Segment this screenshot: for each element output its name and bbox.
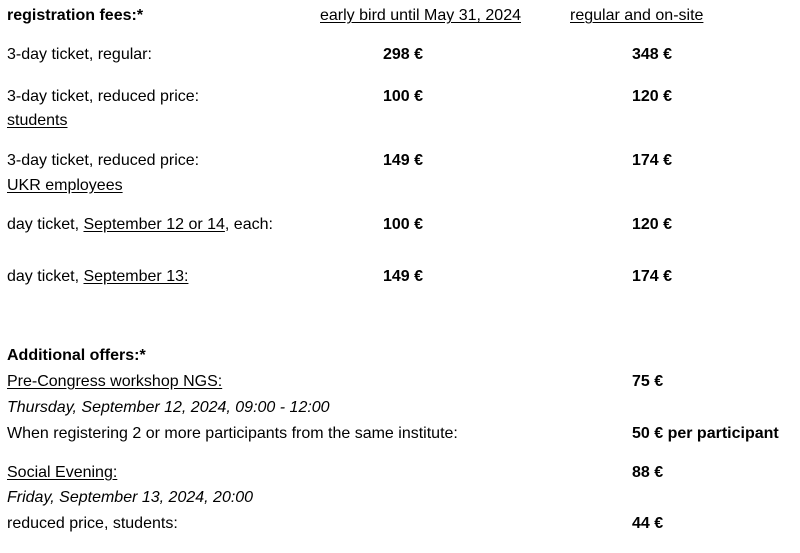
fee-early-day-ticket-12-14: 100 € xyxy=(383,216,424,233)
social-evening-reduced-note: reduced price, students: xyxy=(7,515,178,532)
regular-column-header: regular and on-site xyxy=(570,7,704,24)
social-evening-price: 88 € xyxy=(632,464,664,481)
fee-label-day-ticket-13-prefix: day ticket, xyxy=(7,268,84,285)
workshop-price: 75 € xyxy=(632,373,664,390)
fee-label-day-ticket-13 xyxy=(7,267,188,287)
registration-fees-heading: registration fees:* xyxy=(7,7,144,24)
fee-regular-3day-students: 120 € xyxy=(632,88,673,105)
fee-sublabel-students: students xyxy=(7,112,68,129)
workshop-group-price: 50 € per participant xyxy=(632,425,779,442)
fee-label-3day-ukr: 3-day ticket, reduced price: xyxy=(7,152,200,169)
fee-early-3day-students: 100 € xyxy=(383,88,424,105)
social-evening-reduced-price: 44 € xyxy=(632,515,664,532)
fee-label-3day-regular: 3-day ticket, regular: xyxy=(7,46,152,63)
fee-label-day-ticket-13-date: September 13: xyxy=(83,268,189,285)
social-evening-title: Social Evening: xyxy=(7,464,118,481)
fee-early-3day-ukr: 149 € xyxy=(383,152,424,169)
additional-offers-heading: Additional offers:* xyxy=(7,347,146,364)
workshop-date: Thursday, September 12, 2024, 09:00 - 12:00 xyxy=(7,399,330,416)
fee-regular-3day-regular: 348 € xyxy=(632,46,673,63)
fee-sublabel-ukr-employees: UKR employees xyxy=(7,177,123,194)
fee-regular-day-ticket-13: 174 € xyxy=(632,268,673,285)
social-evening-date: Friday, September 13, 2024, 20:00 xyxy=(7,489,254,506)
fee-regular-day-ticket-12-14: 120 € xyxy=(632,216,673,233)
fee-label-3day-students: 3-day ticket, reduced price: xyxy=(7,88,200,105)
fee-label-day-ticket-12-14-dates: September 12 or 14 xyxy=(83,216,225,233)
fee-label-day-ticket-12-14-prefix: day ticket, xyxy=(7,216,84,233)
workshop-group-note: When registering 2 or more participants from the same institute: xyxy=(7,425,458,442)
fee-regular-3day-ukr: 174 € xyxy=(632,152,673,169)
fee-label-day-ticket-12-14 xyxy=(7,215,273,235)
workshop-title: Pre-Congress workshop NGS: xyxy=(7,373,223,390)
fee-early-3day-regular: 298 € xyxy=(383,46,424,63)
fee-label-day-ticket-12-14-suffix: , each: xyxy=(224,216,273,233)
fee-early-day-ticket-13: 149 € xyxy=(383,268,424,285)
early-bird-column-header: early bird until May 31, 2024 xyxy=(320,7,521,24)
